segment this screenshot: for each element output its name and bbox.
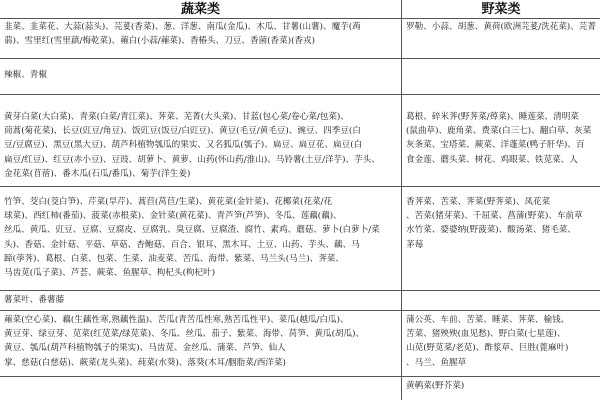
row-1-wild xyxy=(406,20,598,57)
row-3-vegetables-line: 茼蒿(菊花菜)、长豆(豇豆/角豆)、饭豇豆(饭豆/白豇豆)、黄豆(毛豆/黄毛豆)、豌豆、四季豆(白 xyxy=(4,126,361,137)
row-3-vegetables-line: 豆/豆腐豆)、黑豆(黑大豆)、葫芦科植物瓠瓜的果实、又名狐瓜(瓠子)、扁豆、扁豆花、扁豆(白 xyxy=(4,140,363,151)
row-2-vegetables xyxy=(4,68,398,92)
row-7-wild-line: 黄鹌菜(野芥菜) xyxy=(406,381,465,391)
row-4-wild-line: 、苦菜(猪芽菜)、千屈菜、菖蒲(野菜)、车前草 xyxy=(406,211,583,222)
row-4-vegetables-line: 丝瓜、黄瓜、豇豆、豆腐、豆腐皮、豆腐乳、臭豆腐、豆腐渣、腐竹、素鸡、蘑菇、萝卜(白萝卜/菜 xyxy=(4,225,380,236)
row-1-vegetables-line: 蒻)、雪里红(雪里蕻/梅乾菜)、蕹白(小蒜/蕹菜)、香椿头、刀豆、香菌(香菜)(香戎) xyxy=(4,36,315,47)
row-3-wild-line: 食金莲、蘑头菜、树花、鸡眼菜、铁苋菜、人 xyxy=(406,154,578,165)
column-divider xyxy=(401,0,402,400)
row-3-wild-line: 葛根、碎米荠(野荠菜/蔊菜)、睡莲菜、清明菜 xyxy=(406,112,579,122)
row-5-vegetables xyxy=(4,293,398,309)
row-4-wild-line: 水竹菜、婆婆纳(野菠菜)、酸汤菜、猪毛菜、 xyxy=(406,225,576,236)
row-6-wild-line: 苦菜、猪殃殃(血见愁)、野白菜(七星莲)、 xyxy=(406,329,566,340)
row-3-vegetables-line: 金花菜(苜蓿)、番木瓜(石瓜/番瓜)、菊芋(洋生姜) xyxy=(4,168,191,179)
row-6-vegetables-line: 黄豆芽、绿豆芽、苋菜(红苋菜/绿苋菜)、冬瓜、丝瓜、茄子、紫菜、海带、莴笋、黄瓜(胡瓜)、 xyxy=(4,329,365,340)
row-5-wild xyxy=(406,293,598,309)
row-4-vegetables-line: 头)、香菇、金针菇、平菇、草菇、杏鲍菇、百合、银耳、黑木耳、土豆、山药、芋头、藕、马 xyxy=(4,239,360,250)
row-3-vegetables xyxy=(4,110,398,185)
row-divider xyxy=(0,58,600,59)
row-7-wild xyxy=(406,379,598,399)
row-6-vegetables xyxy=(4,313,398,375)
row-6-wild-line: 山苋(野苋菜/老苋)、酢浆草、巨胜(蓖麻叶) xyxy=(406,343,569,354)
row-4-vegetables-line: 竹笋、茭白(茭白笋)、芹菜(旱芹)、蒿苣(莴苣/生菜)、黄花菜(金针菜)、花椰菜(花菜/花 xyxy=(4,197,333,207)
row-6-wild-line: 蒲公英、车前、苦菜、睡菜、荠菜、榆钱、 xyxy=(406,315,570,325)
row-2-vegetables-line: 辣椒、青椒 xyxy=(4,70,47,80)
row-1-wild-line: 罗勒、小蒜、胡葱、黄荷(欧洲芫荽/洗花菜)、芫菁 xyxy=(406,22,597,32)
row-3-wild-line: 灰条菜、宝塔菜、蕨菜、洋蓬菜(鸭子肝华)、百 xyxy=(406,140,585,151)
row-divider xyxy=(0,310,600,311)
row-4-vegetables-line: 球菜)、西红柿(番茄)、菠菜(赤根菜)、金针菜(黄花菜)、青芦笋(芦笋)、冬瓜、莲藕(藕)、 xyxy=(4,211,342,222)
row-6-vegetables-line: 蕹菜(空心菜)、藕(生藕性寒,熟藕性温)、苦瓜(青苦瓜性寒,熟苦瓜性平)、菜瓜(越瓜/白瓜)、 xyxy=(4,315,349,325)
row-divider xyxy=(0,18,600,19)
row-1-vegetables-line: 韭菜、韭菜花、大蒜(蒜头)、芫荽(香菜)、葱、洋葱、南瓜(金瓜)、木瓜、甘薯(山薯)、魔芋(蒟 xyxy=(4,22,361,32)
row-divider xyxy=(0,290,600,291)
row-4-wild-line: 茅莓 xyxy=(406,239,424,250)
row-6-vegetables-line: 掌、慈菇(白慈菇)、蕨菜(龙头菜)、莼菜(水葵)、落葵(木耳/胭脂菜/西洋菜) xyxy=(4,357,286,368)
row-divider xyxy=(0,376,600,377)
row-2-wild xyxy=(406,68,598,92)
row-4-vegetables-line: 蹄(荸荠)、葛根、白菜、包菜、生菜、油麦菜、苦瓜、海带、紫菜、马兰头(马兰)、荠菜、 xyxy=(4,253,344,264)
row-4-vegetables xyxy=(4,195,398,289)
row-4-vegetables-line: 马齿苋(瓜子菜)、芦荟、蕨菜、鱼腥草、枸杞头(枸杞叶) xyxy=(4,268,216,279)
row-7-vegetables xyxy=(4,379,398,399)
row-3-wild-line: (鼠曲草)、鹿角菜、费菜(白三七)、翻白草、灰菜 xyxy=(406,126,592,137)
row-6-wild xyxy=(406,313,598,375)
row-4-wild xyxy=(406,195,598,289)
row-3-vegetables-line: 黄芽白菜(大白菜)、青菜(白菜/青江菜)、荠菜、芜菁(大头菜)、甘蓝(包心菜/卷心菜/包菜)、 xyxy=(4,112,349,122)
row-4-wild-line: 香荠菜、苦菜、荠菜(野荠菜)、凤花菜 xyxy=(406,197,551,207)
row-6-wild-line: 、马兰、鱼腥草 xyxy=(406,357,467,368)
row-divider xyxy=(0,186,600,187)
row-1-vegetables xyxy=(4,20,398,57)
row-5-vegetables-line: 薯菜叶、番薯藤 xyxy=(4,295,65,305)
header-vegetables: 蔬菜类 xyxy=(180,2,220,17)
row-3-wild xyxy=(406,110,598,185)
row-6-vegetables-line: 黄豆、瓠瓜(葫芦科植物瓠子的果实)、马齿苋、金丝瓜、蒲菜、芦笋、仙人 xyxy=(4,343,286,354)
header-wild-vegetables: 野菜类 xyxy=(481,2,521,17)
row-divider xyxy=(0,94,600,95)
row-3-vegetables-line: 扁豆/红豆)、红豆(赤小豆)、豆豉、胡萝卜、黄萝、山药(怀山药/淮山)、马铃薯(土豆/洋芋)、芋头、 xyxy=(4,154,380,165)
